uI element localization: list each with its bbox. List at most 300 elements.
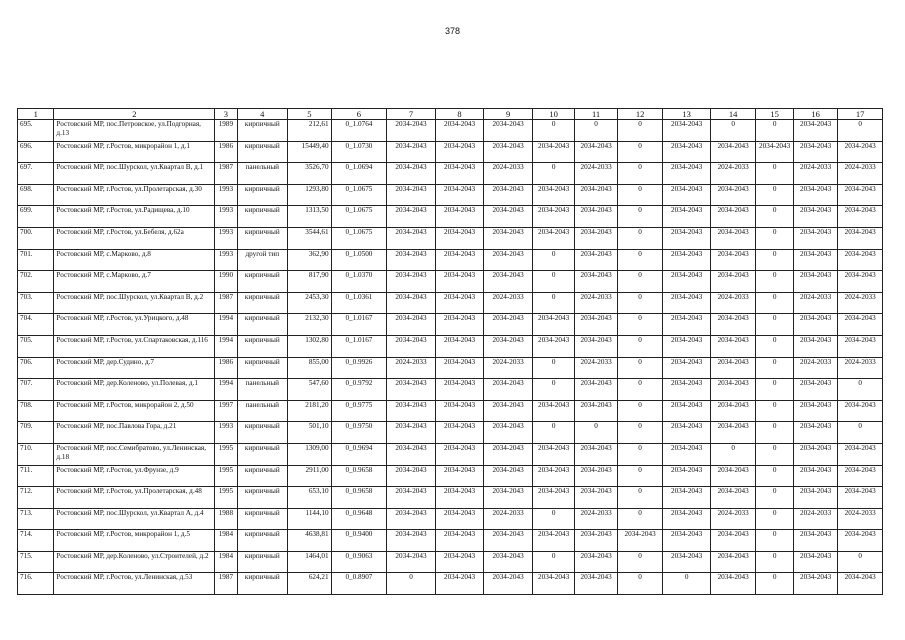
column-header-9: 9 bbox=[484, 109, 533, 120]
table-cell: 2034-2043 bbox=[435, 227, 484, 249]
table-cell: 2034-2043 bbox=[793, 227, 838, 249]
table-cell: 2034-2043 bbox=[575, 227, 617, 249]
table-cell: 0 bbox=[756, 184, 793, 206]
table-cell: 2034-2043 bbox=[663, 314, 711, 336]
table-cell: 2024-2033 bbox=[710, 292, 756, 314]
table-cell: 1994 bbox=[215, 379, 237, 401]
table-cell: кирпичный bbox=[237, 443, 288, 465]
table-cell: 2024-2033 bbox=[484, 163, 533, 185]
table-cell: 2911,00 bbox=[288, 465, 332, 487]
table-cell: 2034-2043 bbox=[575, 573, 617, 595]
column-header-14: 14 bbox=[710, 109, 756, 120]
table-cell: кирпичный bbox=[237, 487, 288, 509]
header-row bbox=[18, 109, 883, 120]
table-cell: 2034-2043 bbox=[663, 335, 711, 357]
table-cell: 2034-2043 bbox=[663, 292, 711, 314]
table-cell: 2034-2043 bbox=[710, 530, 756, 552]
column-header-7: 7 bbox=[387, 109, 436, 120]
table-cell: 2034-2043 bbox=[387, 141, 436, 163]
table-cell: 2034-2043 bbox=[387, 487, 436, 509]
table-cell: 2024-2033 bbox=[838, 508, 883, 530]
table-row bbox=[18, 487, 883, 509]
table-cell: 2034-2043 bbox=[710, 465, 756, 487]
table-cell: 2034-2043 bbox=[663, 551, 711, 573]
table-cell: 2034-2043 bbox=[793, 141, 838, 163]
table-cell: 0 bbox=[617, 573, 663, 595]
table-row bbox=[18, 120, 883, 142]
table-cell: 1984 bbox=[215, 551, 237, 573]
table-cell: 2024-2033 bbox=[575, 357, 617, 379]
table-cell: 2034-2043 bbox=[532, 335, 574, 357]
table-cell: 2034-2043 bbox=[838, 184, 883, 206]
table-cell: 2034-2043 bbox=[484, 573, 533, 595]
table-cell: 2034-2043 bbox=[793, 184, 838, 206]
table-cell: 0 bbox=[838, 551, 883, 573]
table-cell: 2034-2043 bbox=[435, 314, 484, 336]
table-cell: 0 bbox=[756, 379, 793, 401]
column-header-2: 2 bbox=[54, 109, 215, 120]
table-cell: 0 bbox=[532, 163, 574, 185]
table-cell: 2034-2043 bbox=[793, 530, 838, 552]
table-cell: 2034-2043 bbox=[617, 530, 663, 552]
table-cell: 2034-2043 bbox=[663, 487, 711, 509]
table-cell: 2034-2043 bbox=[575, 443, 617, 465]
table-cell: 501,10 bbox=[288, 422, 332, 444]
table-cell: другой тип bbox=[237, 249, 288, 271]
table-row bbox=[18, 271, 883, 293]
table-cell: 0 bbox=[756, 551, 793, 573]
table-cell: 2034-2043 bbox=[532, 530, 574, 552]
table-cell: кирпичный bbox=[237, 184, 288, 206]
table-cell: 2034-2043 bbox=[575, 379, 617, 401]
table-row bbox=[18, 379, 883, 401]
table-cell: 2034-2043 bbox=[435, 508, 484, 530]
table-cell: 2024-2033 bbox=[838, 163, 883, 185]
table-cell: 0 bbox=[617, 357, 663, 379]
table-cell: 2034-2043 bbox=[793, 271, 838, 293]
table-cell: 2034-2043 bbox=[663, 465, 711, 487]
table-cell: 0 bbox=[756, 443, 793, 465]
table-cell: 0 bbox=[617, 400, 663, 422]
table-cell: 0_0.9775 bbox=[331, 400, 387, 422]
table-cell: 2132,30 bbox=[288, 314, 332, 336]
table-cell: 3544,61 bbox=[288, 227, 332, 249]
table-cell: 2034-2043 bbox=[387, 206, 436, 228]
table-cell: 2034-2043 bbox=[575, 249, 617, 271]
table-cell: 2034-2043 bbox=[663, 249, 711, 271]
column-header-15: 15 bbox=[756, 109, 793, 120]
address-cell: Ростовский МР, пос.Павлова Гора, д.21 bbox=[54, 422, 215, 444]
table-cell: 2034-2043 bbox=[575, 551, 617, 573]
table-cell: 2034-2043 bbox=[663, 530, 711, 552]
table-cell: 2034-2043 bbox=[710, 314, 756, 336]
table-cell: 2034-2043 bbox=[793, 249, 838, 271]
table-cell: 2034-2043 bbox=[435, 443, 484, 465]
address-cell: Ростовский МР, г.Ростов, ул.Фрунзе, д.9 bbox=[54, 465, 215, 487]
table-cell: 2034-2043 bbox=[710, 184, 756, 206]
table-cell: 2034-2043 bbox=[435, 551, 484, 573]
table-cell: 2034-2043 bbox=[575, 206, 617, 228]
table-cell: 2034-2043 bbox=[484, 314, 533, 336]
table-cell: 2034-2043 bbox=[710, 227, 756, 249]
table-cell: 0 bbox=[532, 271, 574, 293]
row-number-cell: 699. bbox=[18, 206, 54, 228]
table-cell: 0_0.9648 bbox=[331, 508, 387, 530]
table-cell: 1988 bbox=[215, 508, 237, 530]
table-cell: 2024-2033 bbox=[838, 292, 883, 314]
table-cell: 0 bbox=[710, 443, 756, 465]
table-cell: 2034-2043 bbox=[484, 184, 533, 206]
table-cell: 0_1.0167 bbox=[331, 314, 387, 336]
table-cell: 2034-2043 bbox=[435, 422, 484, 444]
table-cell: 2034-2043 bbox=[435, 530, 484, 552]
table-cell: 0 bbox=[756, 314, 793, 336]
table-cell: 2034-2043 bbox=[756, 141, 793, 163]
table-cell: кирпичный bbox=[237, 292, 288, 314]
table-cell: 2034-2043 bbox=[387, 551, 436, 573]
table-cell: кирпичный bbox=[237, 573, 288, 595]
table-cell: 2034-2043 bbox=[663, 422, 711, 444]
table-cell: 4638,81 bbox=[288, 530, 332, 552]
table-cell: 0_0.9063 bbox=[331, 551, 387, 573]
table-cell: 1309,00 bbox=[288, 443, 332, 465]
table-cell: 2034-2043 bbox=[387, 227, 436, 249]
table-cell: 2034-2043 bbox=[532, 314, 574, 336]
table-cell: 0 bbox=[387, 573, 436, 595]
table-cell: 2034-2043 bbox=[838, 465, 883, 487]
table-cell: 2034-2043 bbox=[663, 163, 711, 185]
column-header-13: 13 bbox=[663, 109, 711, 120]
table-cell: 2034-2043 bbox=[387, 184, 436, 206]
table-cell: 0 bbox=[617, 335, 663, 357]
table-cell: 0_1.0167 bbox=[331, 335, 387, 357]
table-cell: 2034-2043 bbox=[484, 400, 533, 422]
table-cell: 2034-2043 bbox=[387, 163, 436, 185]
table-cell: 1986 bbox=[215, 357, 237, 379]
table-cell: 1995 bbox=[215, 465, 237, 487]
table-cell: 1464,01 bbox=[288, 551, 332, 573]
table-cell: 2034-2043 bbox=[435, 400, 484, 422]
table-cell: 0_1.0675 bbox=[331, 206, 387, 228]
column-header-6: 6 bbox=[331, 109, 387, 120]
table-cell: 0 bbox=[756, 227, 793, 249]
table-cell: 2034-2043 bbox=[387, 508, 436, 530]
column-header-1: 1 bbox=[18, 109, 54, 120]
table-cell: 1993 bbox=[215, 422, 237, 444]
table-cell: 0_0.9792 bbox=[331, 379, 387, 401]
table-cell: 2034-2043 bbox=[532, 184, 574, 206]
table-cell: 0_1.0694 bbox=[331, 163, 387, 185]
table-cell: 0 bbox=[617, 379, 663, 401]
table-row bbox=[18, 400, 883, 422]
table-cell: 2034-2043 bbox=[575, 487, 617, 509]
table-cell: 2034-2043 bbox=[387, 335, 436, 357]
row-number-cell: 695. bbox=[18, 120, 54, 142]
table-cell: 0 bbox=[532, 508, 574, 530]
table-cell: 1313,50 bbox=[288, 206, 332, 228]
table-cell: 0 bbox=[756, 271, 793, 293]
table-cell: 2034-2043 bbox=[435, 487, 484, 509]
address-cell: Ростовский МР, с.Марково, д.8 bbox=[54, 249, 215, 271]
address-cell: Ростовский МР, с.Марково, д.7 bbox=[54, 271, 215, 293]
table-cell: 2034-2043 bbox=[387, 249, 436, 271]
table-cell: 2034-2043 bbox=[663, 206, 711, 228]
table-row bbox=[18, 422, 883, 444]
table-cell: кирпичный bbox=[237, 508, 288, 530]
table-cell: 2034-2043 bbox=[484, 487, 533, 509]
column-header-8: 8 bbox=[435, 109, 484, 120]
table-row bbox=[18, 227, 883, 249]
table-cell: 0_1.0764 bbox=[331, 120, 387, 142]
table-cell: 2024-2033 bbox=[793, 292, 838, 314]
table-cell: кирпичный bbox=[237, 530, 288, 552]
table-cell: 2034-2043 bbox=[838, 206, 883, 228]
table-cell: 0 bbox=[617, 184, 663, 206]
table-row bbox=[18, 530, 883, 552]
table-cell: 2024-2033 bbox=[793, 508, 838, 530]
table-cell: 2024-2033 bbox=[575, 163, 617, 185]
table-cell: 0 bbox=[617, 465, 663, 487]
column-header-5: 5 bbox=[288, 109, 332, 120]
table-row bbox=[18, 314, 883, 336]
table-cell: 2034-2043 bbox=[663, 400, 711, 422]
table-cell: 1997 bbox=[215, 400, 237, 422]
table-cell: 2034-2043 bbox=[663, 508, 711, 530]
table-cell: 2034-2043 bbox=[484, 551, 533, 573]
table-cell: панельный bbox=[237, 379, 288, 401]
table-cell: 2034-2043 bbox=[435, 163, 484, 185]
table-cell: 2034-2043 bbox=[484, 443, 533, 465]
table-cell: 0 bbox=[617, 120, 663, 142]
table-cell: 2034-2043 bbox=[793, 465, 838, 487]
table-cell: кирпичный bbox=[237, 357, 288, 379]
table-cell: 2034-2043 bbox=[838, 314, 883, 336]
table-cell: 1989 bbox=[215, 120, 237, 142]
table-cell: 0 bbox=[532, 120, 574, 142]
table-cell: 2034-2043 bbox=[710, 357, 756, 379]
table-cell: 2034-2043 bbox=[484, 120, 533, 142]
table-cell: 2034-2043 bbox=[435, 141, 484, 163]
table-cell: 547,60 bbox=[288, 379, 332, 401]
table-cell: 0 bbox=[575, 422, 617, 444]
table-cell: 0_1.0370 bbox=[331, 271, 387, 293]
row-number-cell: 698. bbox=[18, 184, 54, 206]
table-cell: 2034-2043 bbox=[387, 465, 436, 487]
table-cell: кирпичный bbox=[237, 120, 288, 142]
table-cell: 0 bbox=[617, 163, 663, 185]
table-cell: 2034-2043 bbox=[710, 141, 756, 163]
table-cell: 2453,30 bbox=[288, 292, 332, 314]
table-cell: 2034-2043 bbox=[435, 271, 484, 293]
address-cell: Ростовский МР, пос.Шурскол, ул.Квартал В, д.1 bbox=[54, 163, 215, 185]
table-cell: 1144,10 bbox=[288, 508, 332, 530]
row-number-cell: 704. bbox=[18, 314, 54, 336]
table-cell: 0_1.0500 bbox=[331, 249, 387, 271]
table-cell: 0_0.9658 bbox=[331, 487, 387, 509]
table-cell: 2034-2043 bbox=[484, 141, 533, 163]
table-cell: 2034-2043 bbox=[663, 120, 711, 142]
table-row bbox=[18, 184, 883, 206]
table-cell: 2034-2043 bbox=[387, 120, 436, 142]
table-cell: 2034-2043 bbox=[793, 400, 838, 422]
table-cell: кирпичный bbox=[237, 271, 288, 293]
table-cell: 2034-2043 bbox=[838, 573, 883, 595]
table-cell: 2034-2043 bbox=[484, 335, 533, 357]
table-cell: 0 bbox=[756, 573, 793, 595]
table-cell: 0 bbox=[617, 508, 663, 530]
table-cell: 0 bbox=[617, 314, 663, 336]
table-cell: 2034-2043 bbox=[838, 227, 883, 249]
row-number-cell: 702. bbox=[18, 271, 54, 293]
address-cell: Ростовский МР, дер.Коленово, ул.Строителей, д.2 bbox=[54, 551, 215, 573]
table-cell: 0 bbox=[756, 249, 793, 271]
table-cell: 0 bbox=[756, 487, 793, 509]
row-number-cell: 703. bbox=[18, 292, 54, 314]
table-row bbox=[18, 249, 883, 271]
table-cell: 1293,80 bbox=[288, 184, 332, 206]
table-cell: 1995 bbox=[215, 443, 237, 465]
table-cell: 0_0.9400 bbox=[331, 530, 387, 552]
table-cell: 2034-2043 bbox=[387, 292, 436, 314]
table-row bbox=[18, 551, 883, 573]
table-cell: 0 bbox=[532, 292, 574, 314]
table-cell: 0 bbox=[663, 573, 711, 595]
table-cell: 1994 bbox=[215, 314, 237, 336]
table-cell: 855,00 bbox=[288, 357, 332, 379]
table-cell: 0 bbox=[756, 508, 793, 530]
table-cell: кирпичный bbox=[237, 314, 288, 336]
table-cell: 2034-2043 bbox=[435, 465, 484, 487]
table-cell: 2034-2043 bbox=[793, 379, 838, 401]
row-number-cell: 716. bbox=[18, 573, 54, 595]
address-cell: Ростовский МР, пос.Семибратово, ул.Ленинская, д.18 bbox=[54, 443, 215, 465]
table-cell: 2034-2043 bbox=[387, 422, 436, 444]
table-cell: 1987 bbox=[215, 292, 237, 314]
table-cell: 2034-2043 bbox=[793, 206, 838, 228]
table-cell: 0 bbox=[617, 551, 663, 573]
column-header-10: 10 bbox=[532, 109, 574, 120]
table-cell: 0 bbox=[838, 120, 883, 142]
table-cell: 1302,80 bbox=[288, 335, 332, 357]
table-cell: 2034-2043 bbox=[663, 227, 711, 249]
address-cell: Ростовский МР, г.Ростов, ул.Пролетарская, д.48 bbox=[54, 487, 215, 509]
table-cell: 0_1.0675 bbox=[331, 184, 387, 206]
table-cell: 2034-2043 bbox=[575, 400, 617, 422]
table-cell: 2034-2043 bbox=[387, 271, 436, 293]
table-cell: 0 bbox=[617, 227, 663, 249]
table-cell: 0 bbox=[532, 551, 574, 573]
table-cell: 2024-2033 bbox=[484, 292, 533, 314]
table-cell: 2034-2043 bbox=[793, 443, 838, 465]
row-number-cell: 709. bbox=[18, 422, 54, 444]
table-cell: 2034-2043 bbox=[663, 443, 711, 465]
row-number-cell: 708. bbox=[18, 400, 54, 422]
table-cell: 1990 bbox=[215, 271, 237, 293]
row-number-cell: 714. bbox=[18, 530, 54, 552]
table-cell: 2034-2043 bbox=[484, 379, 533, 401]
table-cell: 2024-2033 bbox=[793, 163, 838, 185]
table-row bbox=[18, 163, 883, 185]
address-cell: Ростовский МР, г.Ростов, ул.Бебеля, д.62а bbox=[54, 227, 215, 249]
table-cell: 2034-2043 bbox=[663, 379, 711, 401]
table-cell: 2034-2043 bbox=[663, 271, 711, 293]
table-cell: кирпичный bbox=[237, 141, 288, 163]
table-cell: 1993 bbox=[215, 184, 237, 206]
table-row bbox=[18, 443, 883, 465]
table-cell: 0_1.0361 bbox=[331, 292, 387, 314]
table-cell: 2034-2043 bbox=[663, 141, 711, 163]
row-number-cell: 715. bbox=[18, 551, 54, 573]
row-number-cell: 707. bbox=[18, 379, 54, 401]
table-cell: 0 bbox=[617, 443, 663, 465]
table-cell: 0 bbox=[617, 206, 663, 228]
table-cell: 2034-2043 bbox=[710, 271, 756, 293]
column-header-4: 4 bbox=[237, 109, 288, 120]
table-cell: 0 bbox=[756, 206, 793, 228]
table-cell: кирпичный bbox=[237, 206, 288, 228]
table-cell: 2034-2043 bbox=[575, 184, 617, 206]
table-cell: кирпичный bbox=[237, 465, 288, 487]
row-number-cell: 701. bbox=[18, 249, 54, 271]
table-cell: 0_0.9926 bbox=[331, 357, 387, 379]
table-cell: 2034-2043 bbox=[710, 379, 756, 401]
row-number-cell: 711. bbox=[18, 465, 54, 487]
table-cell: 2034-2043 bbox=[663, 357, 711, 379]
column-header-11: 11 bbox=[575, 109, 617, 120]
table-cell: 2034-2043 bbox=[710, 400, 756, 422]
table-cell: 0 bbox=[617, 141, 663, 163]
table-cell: 2034-2043 bbox=[387, 530, 436, 552]
table-cell: 2034-2043 bbox=[484, 530, 533, 552]
table-cell: 2034-2043 bbox=[532, 465, 574, 487]
table-cell: кирпичный bbox=[237, 227, 288, 249]
table-cell: 0 bbox=[756, 335, 793, 357]
table-cell: 2034-2043 bbox=[793, 487, 838, 509]
table-cell: кирпичный bbox=[237, 551, 288, 573]
table-cell: 1995 bbox=[215, 487, 237, 509]
table-cell: панельный bbox=[237, 163, 288, 185]
table-cell: 2034-2043 bbox=[435, 206, 484, 228]
table-cell: 0_1.0675 bbox=[331, 227, 387, 249]
table-cell: 2034-2043 bbox=[663, 184, 711, 206]
table-cell: 2024-2033 bbox=[575, 508, 617, 530]
table-cell: 0 bbox=[756, 530, 793, 552]
table-row bbox=[18, 292, 883, 314]
table-cell: 0 bbox=[617, 422, 663, 444]
table-cell: 362,90 bbox=[288, 249, 332, 271]
row-number-cell: 700. bbox=[18, 227, 54, 249]
table-cell: 0 bbox=[532, 249, 574, 271]
table-cell: 2034-2043 bbox=[387, 379, 436, 401]
table-cell: 0 bbox=[838, 422, 883, 444]
table-cell: 2034-2043 bbox=[484, 206, 533, 228]
table-cell: 2034-2043 bbox=[710, 573, 756, 595]
table-cell: 0 bbox=[756, 120, 793, 142]
table-cell: 0 bbox=[756, 163, 793, 185]
table-row bbox=[18, 465, 883, 487]
table-cell: 2034-2043 bbox=[710, 249, 756, 271]
table-cell: 2034-2043 bbox=[484, 422, 533, 444]
table-cell: 2034-2043 bbox=[710, 335, 756, 357]
table-cell: 0_0.9658 bbox=[331, 465, 387, 487]
table-body bbox=[18, 120, 883, 595]
table-cell: 2034-2043 bbox=[793, 573, 838, 595]
table-cell: 2034-2043 bbox=[484, 227, 533, 249]
row-number-cell: 696. bbox=[18, 141, 54, 163]
table-cell: 2181,20 bbox=[288, 400, 332, 422]
table-cell: 624,21 bbox=[288, 573, 332, 595]
address-cell: Ростовский МР, г.Ростов, ул.Ленинская, д.53 bbox=[54, 573, 215, 595]
